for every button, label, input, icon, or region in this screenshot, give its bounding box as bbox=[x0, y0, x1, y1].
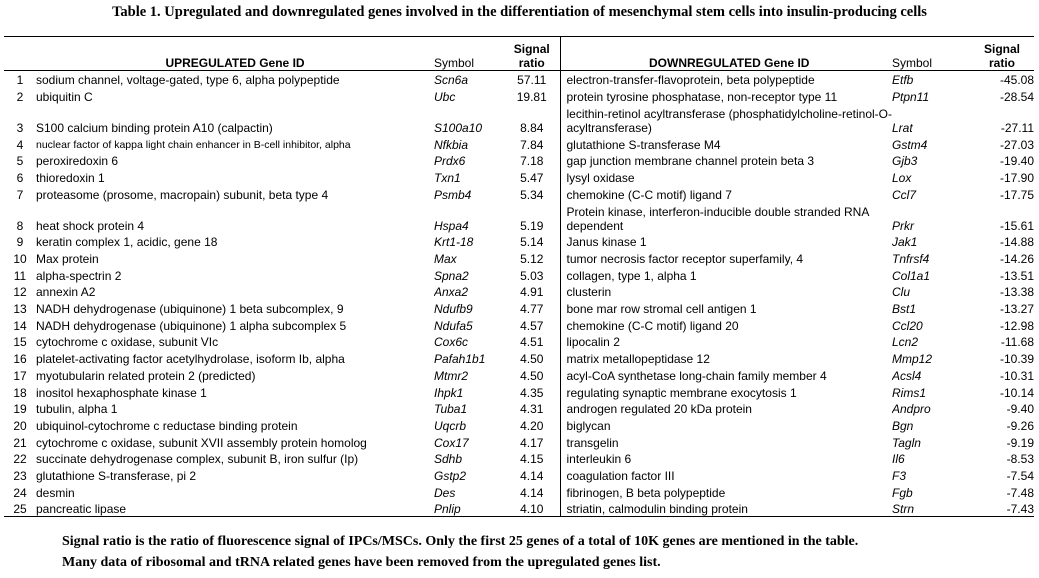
up-signal-ratio: 8.84 bbox=[520, 120, 544, 135]
up-gene-symbol: Max bbox=[434, 252, 457, 266]
table-row bbox=[4, 466, 1034, 483]
up-signal-ratio: 5.03 bbox=[520, 268, 544, 283]
row-index: 2 bbox=[16, 89, 24, 104]
table-row bbox=[4, 152, 1034, 169]
up-signal-ratio: 7.18 bbox=[520, 154, 544, 169]
up-signal-ratio: 4.91 bbox=[520, 285, 544, 300]
up-signal-ratio: 5.19 bbox=[520, 218, 544, 233]
up-gene-symbol: Ndufa5 bbox=[434, 318, 473, 333]
down-gene-symbol: Lox bbox=[892, 170, 912, 185]
up-signal-ratio: 4.77 bbox=[520, 302, 544, 317]
up-gene-name: thioredoxin 1 bbox=[36, 170, 105, 185]
down-signal-ratio: -12.98 bbox=[999, 318, 1034, 333]
up-signal-ratio: 5.12 bbox=[520, 252, 544, 266]
down-gene-name: gap junction membrane channel protein beta 3 bbox=[560, 152, 892, 169]
down-gene-name: fibrinogen, B beta polypeptide bbox=[560, 483, 892, 500]
up-signal-ratio: 4.17 bbox=[520, 435, 544, 450]
down-gene-symbol: Bgn bbox=[892, 418, 914, 433]
down-signal-ratio: -14.88 bbox=[999, 235, 1034, 250]
table-row bbox=[4, 450, 1034, 467]
row-index: 11 bbox=[13, 268, 27, 283]
down-gene-name: collagen, type 1, alpha 1 bbox=[560, 266, 892, 283]
down-signal-ratio: -7.48 bbox=[1006, 485, 1034, 500]
down-signal-ratio: -19.40 bbox=[999, 154, 1034, 169]
header-down-signal: Signal ratio bbox=[970, 37, 1034, 71]
up-gene-symbol: Anxa2 bbox=[434, 285, 469, 300]
row-index: 19 bbox=[13, 402, 27, 417]
row-index: 15 bbox=[13, 335, 27, 350]
up-gene-name: inositol hexaphosphate kinase 1 bbox=[36, 385, 207, 400]
down-signal-ratio: -27.03 bbox=[999, 137, 1034, 152]
row-index: 23 bbox=[13, 468, 27, 483]
header-row bbox=[4, 37, 1034, 71]
down-gene-name: chemokine (C-C motif) ligand 20 bbox=[560, 316, 892, 333]
up-gene-name: keratin complex 1, acidic, gene 18 bbox=[36, 235, 218, 250]
row-index: 16 bbox=[13, 352, 27, 367]
table-row bbox=[4, 87, 1034, 104]
table-row bbox=[4, 500, 1034, 517]
up-gene-name: tubulin, alpha 1 bbox=[36, 402, 118, 417]
row-index: 25 bbox=[4, 500, 36, 517]
down-gene-symbol: Col1a1 bbox=[892, 268, 931, 283]
row-index: 14 bbox=[13, 318, 27, 333]
down-gene-name: glutathione S-transferase M4 bbox=[560, 135, 892, 152]
table-row bbox=[4, 416, 1034, 433]
table-row bbox=[4, 383, 1034, 400]
footnote-line-1: Signal ratio is the ratio of fluorescence signal of IPCs/MSCs. Only the first 25 genes of a total of 10K genes are mentioned in the table. bbox=[62, 534, 859, 549]
down-signal-ratio: -15.61 bbox=[999, 218, 1034, 233]
down-gene-name: acyl-CoA synthetase long-chain family member 4 bbox=[560, 366, 892, 383]
down-gene-name: androgen regulated 20 kDa protein bbox=[560, 400, 892, 417]
down-gene-name: bone mar row stromal cell antigen 1 bbox=[560, 299, 892, 316]
down-signal-ratio: -7.43 bbox=[970, 500, 1034, 517]
up-gene-name: peroxiredoxin 6 bbox=[36, 154, 119, 169]
down-gene-name: transgelin bbox=[560, 433, 892, 450]
footnote bbox=[62, 531, 1022, 573]
header-index bbox=[4, 37, 36, 71]
up-gene-name: ubiquitin C bbox=[36, 89, 93, 104]
table-row bbox=[4, 135, 1034, 152]
table-row bbox=[4, 400, 1034, 417]
down-gene-symbol: Bst1 bbox=[892, 302, 917, 317]
row-index: 1 bbox=[16, 73, 24, 88]
table-row bbox=[4, 366, 1034, 383]
down-gene-name: biglycan bbox=[560, 416, 892, 433]
down-gene-symbol: Ccl7 bbox=[892, 187, 917, 202]
up-signal-ratio: 4.51 bbox=[520, 335, 544, 350]
down-signal-ratio: -11.68 bbox=[1000, 335, 1034, 350]
down-signal-ratio: -7.54 bbox=[1006, 468, 1034, 483]
down-gene-symbol: Fgb bbox=[892, 485, 913, 500]
up-signal-ratio: 4.57 bbox=[520, 318, 544, 333]
up-gene-name: glutathione S-transferase, pi 2 bbox=[36, 468, 197, 483]
up-signal-ratio: 5.34 bbox=[520, 187, 544, 202]
up-signal-ratio: 4.50 bbox=[520, 352, 544, 367]
down-gene-symbol: Andpro bbox=[892, 402, 931, 417]
up-gene-symbol: Sdhb bbox=[434, 452, 463, 467]
row-index: 3 bbox=[16, 120, 24, 135]
down-gene-name: electron-transfer-flavoprotein, beta polypeptide bbox=[560, 71, 892, 88]
up-gene-symbol: Krt1-18 bbox=[434, 235, 474, 250]
table-row bbox=[4, 283, 1034, 300]
up-gene-symbol: Tuba1 bbox=[434, 402, 468, 417]
down-signal-ratio: -28.54 bbox=[999, 89, 1034, 104]
down-gene-symbol: Strn bbox=[892, 500, 970, 517]
row-index: 13 bbox=[13, 302, 27, 317]
table-row bbox=[4, 316, 1034, 333]
up-signal-ratio: 7.84 bbox=[520, 137, 544, 152]
row-index: 20 bbox=[13, 418, 27, 433]
row-index: 17 bbox=[13, 368, 27, 383]
down-signal-ratio: -13.38 bbox=[999, 285, 1034, 300]
up-gene-symbol: Nfkbia bbox=[434, 137, 469, 152]
row-index: 24 bbox=[13, 485, 27, 500]
row-index: 6 bbox=[16, 170, 24, 185]
up-signal-ratio: 57.11 bbox=[517, 73, 547, 88]
down-gene-symbol: Ccl20 bbox=[892, 318, 923, 333]
table-caption: Table 1. Upregulated and downregulated genes involved in the differentiation of mesenchymal stem cells into insulin-producing cells bbox=[112, 4, 927, 20]
down-gene-symbol: Etfb bbox=[892, 73, 914, 88]
up-gene-symbol: Pafah1b1 bbox=[434, 352, 486, 367]
up-gene-name: proteasome (prosome, macropain) subunit, beta type 4 bbox=[36, 187, 329, 202]
up-gene-name: myotubularin related protein 2 (predicted) bbox=[36, 368, 256, 383]
up-gene-symbol: Cox17 bbox=[434, 435, 469, 450]
gene-table bbox=[4, 36, 1034, 517]
down-gene-symbol: Gstm4 bbox=[892, 137, 928, 152]
up-gene-name: annexin A2 bbox=[36, 285, 96, 300]
up-signal-ratio: 4.10 bbox=[504, 500, 560, 517]
down-gene-symbol: Prkr bbox=[892, 218, 914, 233]
up-gene-symbol: Cox6c bbox=[434, 335, 469, 350]
up-gene-symbol: Ihpk1 bbox=[434, 385, 464, 400]
up-gene-symbol: Ndufb9 bbox=[434, 302, 473, 317]
up-gene-name: NADH dehydrogenase (ubiquinone) 1 beta subcomplex, 9 bbox=[36, 302, 344, 317]
down-gene-symbol: Acsl4 bbox=[892, 368, 922, 383]
row-index: 9 bbox=[16, 235, 24, 250]
up-gene-name: cytochrome c oxidase, subunit VIc bbox=[36, 335, 219, 350]
table-row bbox=[4, 483, 1034, 500]
up-gene-symbol: Gstp2 bbox=[434, 468, 467, 483]
down-gene-symbol: Tagln bbox=[892, 435, 921, 450]
down-gene-symbol: Mmp12 bbox=[892, 352, 933, 367]
header-up-symbol: Symbol bbox=[434, 37, 504, 71]
up-gene-symbol: Scn6a bbox=[434, 73, 469, 88]
header-up-signal: Signal ratio bbox=[504, 37, 560, 71]
down-gene-name: interleukin 6 bbox=[560, 450, 892, 467]
up-gene-name: heat shock protein 4 bbox=[36, 218, 145, 233]
table-row bbox=[4, 202, 1034, 233]
row-index: 7 bbox=[16, 187, 24, 202]
up-gene-symbol: Uqcrb bbox=[434, 418, 467, 433]
down-signal-ratio: -9.40 bbox=[1006, 402, 1034, 417]
down-gene-name: chemokine (C-C motif) ligand 7 bbox=[560, 185, 892, 202]
up-gene-symbol: Psmb4 bbox=[434, 187, 472, 202]
up-gene-name: desmin bbox=[36, 485, 75, 500]
table-row bbox=[4, 266, 1034, 283]
up-gene-name: nuclear factor of kappa light chain enhancer in B-cell inhibitor, alpha bbox=[36, 138, 351, 151]
row-index: 21 bbox=[13, 435, 27, 450]
up-signal-ratio: 4.50 bbox=[520, 368, 544, 383]
table-row bbox=[4, 249, 1034, 266]
down-signal-ratio: -10.39 bbox=[999, 352, 1034, 367]
up-gene-name: sodium channel, voltage-gated, type 6, alpha polypeptide bbox=[36, 73, 340, 88]
up-gene-symbol: Txn1 bbox=[434, 170, 461, 185]
row-index: 12 bbox=[13, 285, 27, 300]
down-gene-name: lecithin-retinol acyltransferase (phosphatidylcholine-retinol-O-acyltransferase) bbox=[560, 104, 892, 135]
up-gene-symbol: Ubc bbox=[434, 89, 456, 104]
down-gene-name: lipocalin 2 bbox=[560, 333, 892, 350]
row-index: 10 bbox=[13, 252, 27, 266]
table-row bbox=[4, 333, 1034, 350]
up-gene-symbol: Hspa4 bbox=[434, 218, 469, 233]
up-gene-name: alpha-spectrin 2 bbox=[36, 268, 122, 283]
down-signal-ratio: -10.31 bbox=[999, 368, 1034, 383]
up-gene-symbol: Mtmr2 bbox=[434, 368, 468, 383]
up-signal-ratio: 4.20 bbox=[520, 418, 544, 433]
table-row bbox=[4, 233, 1034, 250]
up-gene-symbol: S100a10 bbox=[434, 120, 483, 135]
down-gene-name: striatin, calmodulin binding protein bbox=[560, 500, 892, 517]
row-index: 8 bbox=[16, 218, 24, 233]
up-gene-name: pancreatic lipase bbox=[36, 500, 434, 517]
up-gene-symbol: Spna2 bbox=[434, 268, 469, 283]
down-signal-ratio: -8.53 bbox=[1006, 452, 1034, 467]
down-signal-ratio: -9.26 bbox=[1006, 418, 1034, 433]
up-gene-name: NADH dehydrogenase (ubiquinone) 1 alpha subcomplex 5 bbox=[36, 318, 347, 333]
up-gene-name: platelet-activating factor acetylhydrolase, isoform Ib, alpha bbox=[36, 352, 345, 367]
row-index: 22 bbox=[13, 452, 27, 467]
down-gene-symbol: Clu bbox=[892, 285, 911, 300]
up-signal-ratio: 4.15 bbox=[520, 452, 544, 467]
header-down-symbol: Symbol bbox=[892, 37, 970, 71]
table-row bbox=[4, 71, 1034, 88]
down-signal-ratio: -27.11 bbox=[1000, 120, 1034, 135]
row-index: 18 bbox=[13, 385, 27, 400]
down-signal-ratio: -13.51 bbox=[999, 268, 1034, 283]
down-gene-symbol: Tnfrsf4 bbox=[892, 252, 930, 266]
up-gene-name: cytochrome c oxidase, subunit XVII assembly protein homolog bbox=[36, 435, 367, 450]
down-gene-name: matrix metallopeptidase 12 bbox=[560, 349, 892, 366]
header-down-gene: DOWNREGULATED Gene ID bbox=[560, 37, 892, 71]
up-signal-ratio: 4.14 bbox=[520, 468, 544, 483]
down-gene-name: Protein kinase, interferon-inducible double stranded RNA dependent bbox=[560, 202, 892, 233]
down-gene-symbol: Il6 bbox=[892, 452, 905, 467]
down-signal-ratio: -45.08 bbox=[999, 73, 1034, 88]
down-signal-ratio: -10.14 bbox=[999, 385, 1034, 400]
table-row bbox=[4, 349, 1034, 366]
down-gene-name: lysyl oxidase bbox=[560, 168, 892, 185]
header-up-gene: UPREGULATED Gene ID bbox=[36, 37, 434, 71]
down-gene-name: protein tyrosine phosphatase, non-receptor type 11 bbox=[560, 87, 892, 104]
up-signal-ratio: 4.31 bbox=[520, 402, 544, 417]
row-index: 5 bbox=[16, 154, 24, 169]
table-row bbox=[4, 168, 1034, 185]
down-gene-name: clusterin bbox=[560, 283, 892, 300]
up-gene-symbol: Prdx6 bbox=[434, 154, 466, 169]
up-gene-name: succinate dehydrogenase complex, subunit B, iron sulfur (Ip) bbox=[36, 452, 359, 467]
down-gene-name: Janus kinase 1 bbox=[560, 233, 892, 250]
up-signal-ratio: 5.14 bbox=[520, 235, 544, 250]
up-gene-symbol: Pnlip bbox=[434, 500, 504, 517]
up-gene-symbol: Des bbox=[434, 485, 456, 500]
up-gene-name: S100 calcium binding protein A10 (calpactin) bbox=[36, 120, 273, 135]
row-index: 4 bbox=[16, 137, 24, 152]
table-row bbox=[4, 433, 1034, 450]
down-gene-name: regulating synaptic membrane exocytosis 1 bbox=[560, 383, 892, 400]
down-gene-symbol: Gjb3 bbox=[892, 154, 918, 169]
table-row bbox=[4, 185, 1034, 202]
down-gene-symbol: Lrat bbox=[892, 120, 913, 135]
up-signal-ratio: 19.81 bbox=[516, 89, 547, 104]
down-gene-symbol: Ptpn11 bbox=[892, 89, 930, 104]
up-gene-name: ubiquinol-cytochrome c reductase binding protein bbox=[36, 418, 298, 433]
down-gene-name: tumor necrosis factor receptor superfamily, 4 bbox=[560, 249, 892, 266]
table-row bbox=[4, 104, 1034, 135]
up-gene-name: Max protein bbox=[36, 252, 99, 266]
footnote-line-2: Many data of ribosomal and tRNA related genes have been removed from the upregulated genes list. bbox=[62, 555, 661, 570]
down-gene-symbol: Lcn2 bbox=[892, 335, 919, 350]
up-signal-ratio: 4.35 bbox=[520, 385, 544, 400]
up-signal-ratio: 5.47 bbox=[520, 170, 544, 185]
down-gene-symbol: Rims1 bbox=[892, 385, 927, 400]
down-gene-symbol: F3 bbox=[892, 468, 907, 483]
down-signal-ratio: -9.19 bbox=[1006, 435, 1034, 450]
down-gene-symbol: Jak1 bbox=[892, 235, 918, 250]
down-signal-ratio: -17.75 bbox=[999, 187, 1034, 202]
down-signal-ratio: -14.26 bbox=[999, 252, 1034, 266]
down-signal-ratio: -13.27 bbox=[999, 302, 1034, 317]
down-gene-name: coagulation factor III bbox=[560, 466, 892, 483]
down-signal-ratio: -17.90 bbox=[999, 170, 1034, 185]
table-body bbox=[4, 71, 1034, 517]
table-row bbox=[4, 299, 1034, 316]
up-signal-ratio: 4.14 bbox=[520, 485, 544, 500]
